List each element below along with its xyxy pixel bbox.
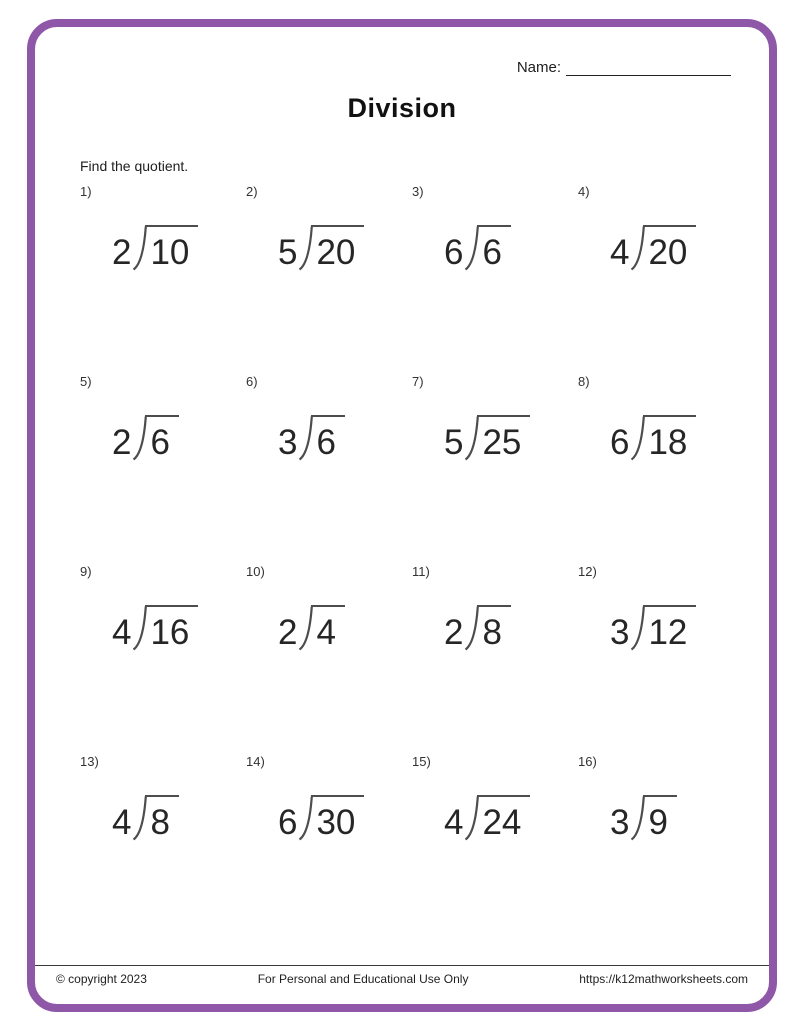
divisor: 6 xyxy=(278,803,298,842)
worksheet-border xyxy=(27,19,777,1012)
problem-number: 6) xyxy=(246,374,258,389)
long-division-expression xyxy=(610,225,696,271)
dividend: 10 xyxy=(145,225,198,271)
problems-grid xyxy=(80,184,744,944)
division-problem-10 xyxy=(246,564,412,754)
problem-number: 1) xyxy=(80,184,92,199)
problem-number: 3) xyxy=(412,184,424,199)
division-problem-1 xyxy=(80,184,246,374)
long-division-expression xyxy=(278,415,345,461)
divisor: 4 xyxy=(610,233,630,272)
long-division-expression xyxy=(444,415,530,461)
dividend: 6 xyxy=(477,225,510,271)
dividend: 8 xyxy=(145,795,178,841)
dividend: 6 xyxy=(311,415,344,461)
divisor: 6 xyxy=(444,233,464,272)
division-problem-16 xyxy=(578,754,744,944)
long-division-expression xyxy=(278,225,364,271)
dividend: 25 xyxy=(477,415,530,461)
problem-number: 15) xyxy=(412,754,431,769)
division-problem-7 xyxy=(412,374,578,564)
divisor: 2 xyxy=(444,613,464,652)
division-problem-11 xyxy=(412,564,578,754)
division-problem-14 xyxy=(246,754,412,944)
division-problem-4 xyxy=(578,184,744,374)
long-division-expression xyxy=(610,415,696,461)
division-problem-2 xyxy=(246,184,412,374)
name-label: Name: xyxy=(516,59,561,76)
division-problem-13 xyxy=(80,754,246,944)
long-division-expression xyxy=(278,605,345,651)
problem-number: 12) xyxy=(578,564,597,579)
divisor: 3 xyxy=(278,423,298,462)
dividend: 20 xyxy=(311,225,364,271)
divisor: 6 xyxy=(610,423,630,462)
divisor: 5 xyxy=(278,233,298,272)
long-division-expression xyxy=(444,605,511,651)
divisor: 4 xyxy=(112,613,132,652)
footer-url: https://k12mathworksheets.com xyxy=(579,972,748,986)
problem-number: 4) xyxy=(578,184,590,199)
divisor: 2 xyxy=(278,613,298,652)
long-division-expression xyxy=(444,795,530,841)
dividend: 20 xyxy=(643,225,696,271)
page-title: Division xyxy=(347,93,457,123)
divisor: 5 xyxy=(444,423,464,462)
dividend: 18 xyxy=(643,415,696,461)
divisor: 2 xyxy=(112,233,132,272)
dividend: 8 xyxy=(477,605,510,651)
long-division-expression xyxy=(610,605,696,651)
division-problem-9 xyxy=(80,564,246,754)
footer xyxy=(35,965,769,986)
instruction-text: Find the quotient. xyxy=(80,158,189,174)
division-problem-8 xyxy=(578,374,744,564)
dividend: 24 xyxy=(477,795,530,841)
long-division-expression xyxy=(112,795,179,841)
problem-number: 14) xyxy=(246,754,265,769)
problem-number: 8) xyxy=(578,374,590,389)
dividend: 9 xyxy=(643,795,676,841)
problem-number: 9) xyxy=(80,564,92,579)
footer-usage: For Personal and Educational Use Only xyxy=(257,972,469,986)
divisor: 4 xyxy=(444,803,464,842)
long-division-expression xyxy=(444,225,511,271)
long-division-expression xyxy=(278,795,364,841)
division-problem-15 xyxy=(412,754,578,944)
divisor: 2 xyxy=(112,423,132,462)
division-problem-12 xyxy=(578,564,744,754)
long-division-expression xyxy=(112,415,179,461)
long-division-expression xyxy=(610,795,677,841)
problem-number: 7) xyxy=(412,374,424,389)
problem-number: 2) xyxy=(246,184,258,199)
dividend: 6 xyxy=(145,415,178,461)
long-division-expression xyxy=(112,225,198,271)
long-division-expression xyxy=(112,605,198,651)
dividend: 30 xyxy=(311,795,364,841)
problem-number: 16) xyxy=(578,754,597,769)
dividend: 16 xyxy=(145,605,198,651)
problem-number: 10) xyxy=(246,564,265,579)
divisor: 4 xyxy=(112,803,132,842)
division-problem-6 xyxy=(246,374,412,564)
divisor: 3 xyxy=(610,803,630,842)
division-problem-5 xyxy=(80,374,246,564)
problem-number: 11) xyxy=(412,564,430,579)
name-blank-line xyxy=(566,60,731,76)
footer-copyright: © copyright 2023 xyxy=(56,972,147,986)
dividend: 4 xyxy=(311,605,344,651)
name-row xyxy=(517,59,731,76)
problem-number: 5) xyxy=(80,374,92,389)
divisor: 3 xyxy=(610,613,630,652)
problem-number: 13) xyxy=(80,754,99,769)
dividend: 12 xyxy=(643,605,696,651)
division-problem-3 xyxy=(412,184,578,374)
